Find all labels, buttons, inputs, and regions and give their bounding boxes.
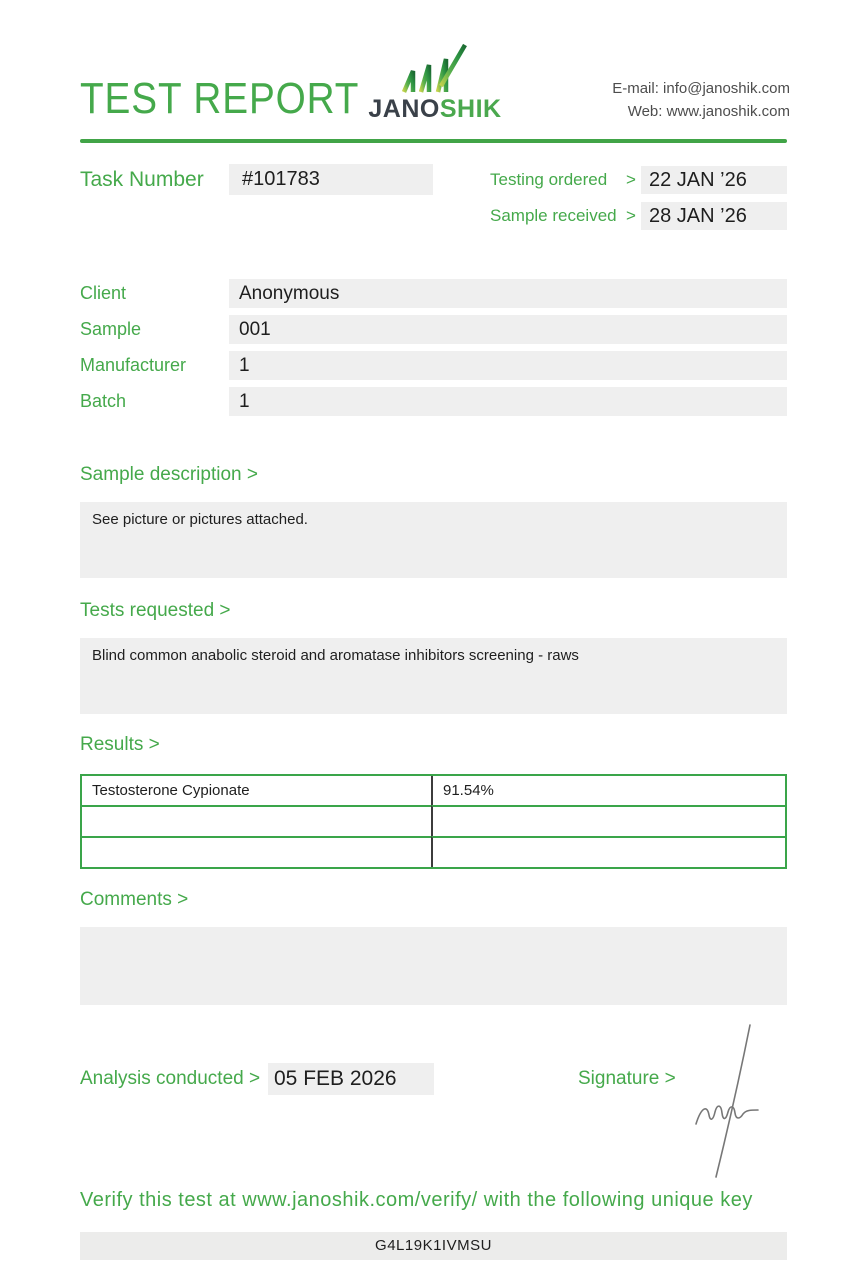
- sample-field: [229, 315, 787, 344]
- result-value-cell: [431, 836, 785, 867]
- testing-ordered-value: 22 JAN ’26: [641, 166, 787, 194]
- result-name-cell: [82, 805, 431, 836]
- task-number-value: #101783: [242, 168, 320, 190]
- sample-value: 001: [239, 319, 271, 340]
- sample-description-box: [80, 502, 787, 578]
- testing-ordered-label: Testing ordered: [490, 170, 608, 189]
- results-heading: Results >: [80, 734, 160, 755]
- janoshik-logo: [368, 42, 502, 124]
- comments-text: [80, 927, 787, 945]
- client-row: [80, 279, 787, 308]
- client-field: [229, 279, 787, 308]
- result-value-cell: 91.54%: [431, 776, 785, 805]
- sample-row: [80, 315, 787, 344]
- header-divider: [80, 139, 787, 143]
- contact-web: Web: www.janoshik.com: [627, 103, 790, 120]
- testing-ordered-row: [490, 166, 787, 194]
- tests-requested-box: [80, 638, 787, 714]
- tests-requested-text: Blind common anabolic steroid and aromatase inhibitors screening - raws: [92, 647, 579, 664]
- sample-label: Sample: [80, 319, 142, 339]
- sample-received-value: 28 JAN ’26: [641, 202, 787, 230]
- verify-instruction: Verify this test at www.janoshik.com/verify/ with the following unique key: [80, 1189, 753, 1211]
- logo-text-shik: SHIK: [439, 95, 502, 123]
- manufacturer-label: Manufacturer: [80, 355, 187, 375]
- unique-key-value: G4L19K1IVMSU: [375, 1237, 492, 1254]
- contact-info: [612, 77, 790, 123]
- chevron-right-separator: >: [626, 170, 636, 189]
- chevron-right-separator: >: [626, 206, 636, 225]
- logo-text-jano: JANO: [368, 95, 440, 123]
- analysis-date-value: 05 FEB 2026: [274, 1067, 397, 1090]
- contact-email: E-mail: info@janoshik.com: [612, 80, 790, 97]
- manufacturer-value: 1: [239, 355, 250, 376]
- sample-received-row: [490, 202, 787, 230]
- sample-description-text: See picture or pictures attached.: [92, 511, 308, 528]
- manufacturer-row: [80, 351, 787, 380]
- sample-description-heading: Sample description >: [80, 464, 258, 485]
- client-label: Client: [80, 283, 127, 303]
- signature-label: Signature >: [578, 1068, 676, 1089]
- batch-row: [80, 387, 787, 416]
- task-number-label: Task Number: [80, 168, 204, 191]
- unique-key-box: [80, 1232, 787, 1260]
- trend-chart-icon: [401, 42, 469, 94]
- manufacturer-field: [229, 351, 787, 380]
- comments-heading: Comments >: [80, 889, 189, 910]
- client-value: Anonymous: [239, 283, 340, 304]
- analysis-date-field: [268, 1063, 434, 1095]
- batch-field: [229, 387, 787, 416]
- comments-box: [80, 927, 787, 1005]
- batch-value: 1: [239, 391, 250, 412]
- signature-scribble: [690, 1022, 775, 1180]
- analysis-conducted-label: Analysis conducted >: [80, 1068, 261, 1089]
- logo-wordmark: [368, 95, 502, 124]
- results-table: [80, 774, 787, 869]
- tests-requested-heading: Tests requested >: [80, 600, 231, 621]
- sample-received-label: Sample received: [490, 206, 617, 225]
- result-name-cell: [82, 836, 431, 867]
- batch-label: Batch: [80, 391, 127, 411]
- page-title: TEST REPORT: [80, 74, 360, 123]
- result-value-cell: [431, 805, 785, 836]
- result-name-cell: Testosterone Cypionate: [92, 782, 250, 799]
- task-number-field: [229, 164, 433, 195]
